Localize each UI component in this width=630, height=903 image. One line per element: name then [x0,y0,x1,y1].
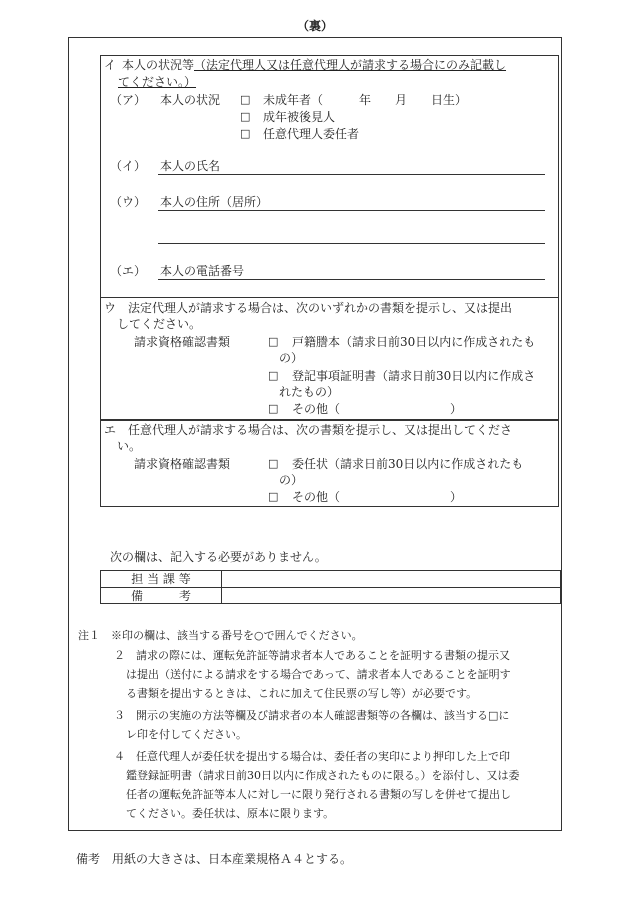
note-2-line-3: る書類を提出するときは、これに加えて住民票の写し等）が必要です。 [126,687,478,700]
checkbox-other-u[interactable]: □ [268,402,279,415]
principal-address-field[interactable] [158,210,545,211]
option-other-u: その他（ [292,402,341,416]
section-i-title: 本人の状況等 [122,58,195,72]
note-4-line-1: ４ 任意代理人が委任状を提出する場合は、委任者の実印により押印した上で印 [114,750,510,763]
note-4-line-4: てください。委任状は、原本に限ります。 [126,807,335,820]
section-principal-status [100,55,559,298]
option-adult-ward: 成年被後見人 [263,110,336,124]
section-u-text-cont: してください。 [117,317,202,331]
checkbox-power-of-attorney[interactable]: □ [268,457,279,470]
note-2-line-1: ２ 請求の際には、運転免許証等請求者本人であることを証明する書類の提示又 [114,649,510,662]
option-power-of-attorney-cont: の） [279,473,304,487]
checkbox-minor[interactable]: □ [240,93,251,106]
option-minor: 未成年者（ 年 月 日生） [263,93,468,107]
principal-phone-field[interactable] [158,279,545,280]
checkbox-adult-ward[interactable]: □ [240,110,251,123]
section-i-title-prefix: イ [104,58,129,72]
option-family-register: 戸籍謄本（請求日前30日以内に作成されたも [292,335,536,349]
option-registry-certificate-cont: れたもの） [279,385,340,399]
note-2-line-2: は提出（送付による請求をする場合であって、請求者本人であることを証明す [126,668,511,681]
page-side-label: （裏） [296,19,333,33]
principal-address-label: 本人の住所（居所） [160,195,269,209]
option-other-e: その他（ [292,490,341,504]
note-3-line-1: ３ 開示の実施の方法等欄及び請求者の本人確認書類等の各欄は、該当する□に [114,709,510,722]
item-a-label: 本人の状況 [160,93,221,107]
office-use-table [100,570,561,604]
note-1: 注１ ※印の欄は、該当する番号を○で囲んでください。 [78,629,363,642]
option-delegator: 任意代理人委任者 [263,127,360,141]
item-a-marker: （ア） [110,93,147,107]
checkbox-family-register[interactable]: □ [268,335,279,348]
option-family-register-cont: の） [279,351,304,365]
principal-name-field[interactable] [158,174,545,175]
note-3-line-2: レ印を付してください。 [126,728,247,741]
checkbox-registry-certificate[interactable]: □ [268,369,279,382]
item-d-marker: （エ） [110,264,147,278]
checkbox-other-e[interactable]: □ [268,490,279,503]
office-use-intro: 次の欄は、記入する必要がありません。 [110,550,327,564]
section-i-title-note: （法定代理人又は任意代理人が請求する場合にのみ記載し [194,58,507,72]
checkbox-delegator[interactable]: □ [240,127,251,140]
option-other-u-close: ） [450,402,463,416]
office-use-dept-label: 担 当 課 等 [131,572,191,586]
section-e-doc-label: 請求資格確認書類 [134,457,231,471]
section-e-text: エ 任意代理人が請求する場合は、次の書類を提示し、又は提出してくださ [104,423,513,437]
option-registry-certificate: 登記事項証明書（請求日前30日以内に作成さ [292,369,536,383]
section-u-text: ウ 法定代理人が請求する場合は、次のいずれかの書類を提示し、又は提出 [104,301,513,315]
section-e-text-cont: い。 [117,439,142,453]
principal-address-field-2[interactable] [158,243,545,244]
section-u-doc-label: 請求資格確認書類 [134,335,231,349]
option-power-of-attorney: 委任状（請求日前30日以内に作成されたも [292,457,524,471]
principal-name-label: 本人の氏名 [160,159,221,173]
section-i-title-note-cont: てください。） [118,75,197,89]
office-use-remarks-label: 備 考 [130,589,191,603]
paper-size-remark: 備考 用紙の大きさは、日本産業規格Ａ４とする。 [76,852,353,866]
item-c-marker: （ウ） [110,195,147,209]
option-other-e-close: ） [450,490,463,504]
principal-phone-label: 本人の電話番号 [160,264,245,278]
note-4-line-2: 鑑登録証明書（請求日前30日以内に作成されたものに限る。）を添付し、又は委 [126,769,520,782]
note-4-line-3: 任者の運転免許証等本人に対し一に限り発行される書類の写しを併せて提出し [126,788,511,801]
item-b-marker: （イ） [110,159,147,173]
